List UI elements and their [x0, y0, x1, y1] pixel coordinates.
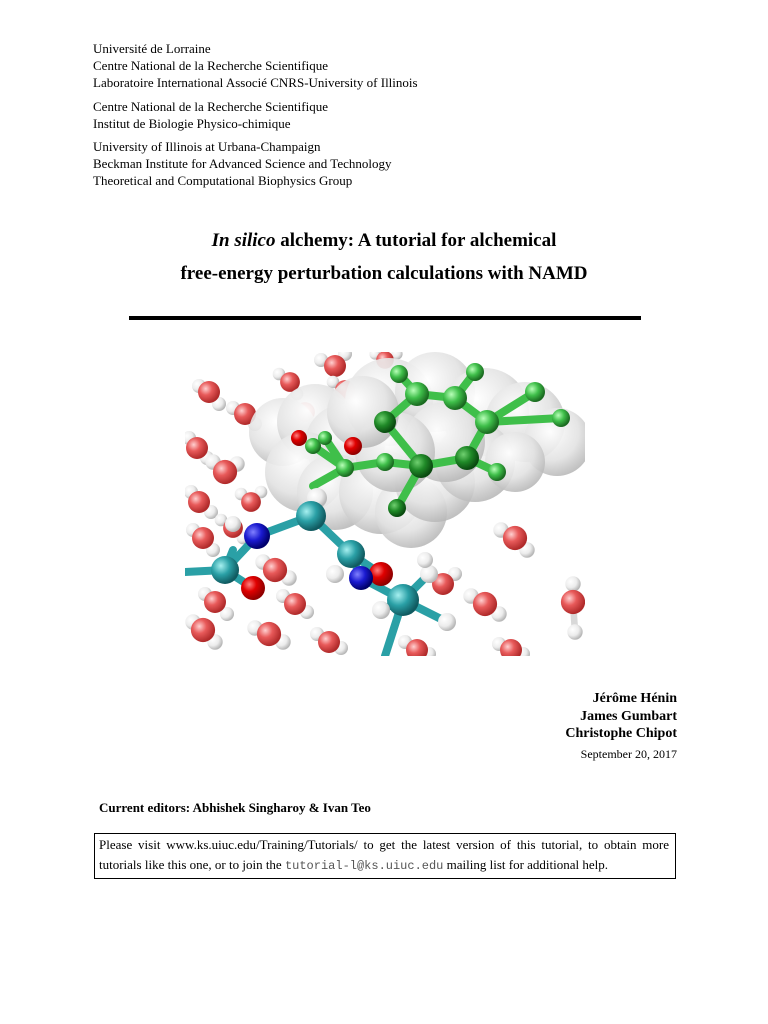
title-rule — [129, 316, 641, 320]
hydrogen-atom — [420, 565, 438, 583]
affiliation-block-3 — [93, 138, 391, 189]
molecule-render — [185, 352, 585, 656]
ligand-atom — [455, 446, 479, 470]
oxygen-atom — [344, 437, 362, 455]
oxygen-atom — [186, 437, 208, 459]
hydrogen-atom — [438, 613, 456, 631]
notice-text: Please visit www.ks.uiuc.edu/Training/Tutorials/ to get the latest version of this tutorial, to obtain more tutorials like this one, or to join the — [99, 837, 669, 872]
affiliation-line: Beckman Institute for Advanced Science and Technology — [93, 156, 392, 171]
affiliation-block-1 — [93, 40, 418, 91]
ligand-atom — [390, 365, 408, 383]
oxygen-atom — [561, 590, 585, 614]
hydrogen-atom — [565, 576, 580, 591]
hydrogen-atom — [567, 624, 582, 639]
ligand-atom — [336, 459, 354, 477]
title-line-2: free-energy perturbation calculations with NAMD — [180, 263, 588, 284]
notice-box — [94, 833, 676, 879]
oxygen-atom — [241, 492, 261, 512]
ligand-atom — [376, 453, 394, 471]
ligand-atom — [405, 382, 429, 406]
affiliation-line: Laboratoire International Associé CNRS-University of Illinois — [93, 75, 418, 90]
oxygen-atom — [257, 622, 281, 646]
nitrogen-atom — [244, 523, 270, 549]
affiliation-line: Centre National de la Recherche Scientifique — [93, 58, 328, 73]
author-name: James Gumbart — [580, 708, 677, 724]
ligand-atom — [388, 499, 406, 517]
oxygen-atom — [503, 526, 527, 550]
author-name: Jérôme Hénin — [592, 691, 677, 706]
hydrogen-atom — [372, 601, 390, 619]
publication-date: September 20, 2017 — [580, 747, 677, 761]
ligand-atom — [488, 463, 506, 481]
affiliation-line: University of Illinois at Urbana-Champaign — [93, 139, 321, 154]
carbon-atom — [211, 556, 239, 584]
carbon-atom — [387, 584, 419, 616]
ligand-atom — [318, 431, 332, 445]
oxygen-atom — [188, 491, 210, 513]
carbon-atom — [296, 501, 326, 531]
oxygen-atom — [213, 460, 237, 484]
current-editors: Current editors: Abhishek Singharoy & Ivan Teo — [99, 800, 371, 815]
notice-text-end: mailing list for additional help. — [443, 857, 609, 872]
oxygen-atom — [204, 591, 226, 613]
oxygen-atom — [263, 558, 287, 582]
nitrogen-atom — [349, 566, 373, 590]
oxygen-atom — [473, 592, 497, 616]
ligand-atom — [475, 410, 499, 434]
mailing-list-email: tutorial-l@ks.uiuc.edu — [284, 859, 444, 873]
oxygen-atom — [198, 381, 220, 403]
hydrogen-atom — [326, 565, 344, 583]
oxygen-atom — [284, 593, 306, 615]
oxygen-atom — [192, 527, 214, 549]
oxygen-atom — [324, 355, 346, 377]
surface-sphere — [485, 432, 545, 492]
ligand-atom — [409, 454, 433, 478]
oxygen-atom — [241, 576, 265, 600]
affiliation-line: Theoretical and Computational Biophysics Group — [93, 173, 353, 188]
oxygen-atom — [191, 618, 215, 642]
oxygen-atom — [291, 430, 307, 446]
affiliation-line: Institut de Biologie Physico-chimique — [93, 116, 291, 131]
title-line-1-rest: alchemy: A tutorial for alchemical — [275, 230, 557, 251]
hydrogen-atom — [225, 516, 241, 532]
oxygen-atom — [318, 631, 340, 653]
molecule-figure — [185, 352, 585, 656]
oxygen-atom — [369, 562, 393, 586]
affiliation-block-2 — [93, 98, 328, 132]
author-list — [565, 690, 677, 743]
document-title — [0, 224, 768, 290]
hydrogen-atom — [417, 552, 433, 568]
affiliation-line: Centre National de la Recherche Scientifique — [93, 99, 328, 114]
affiliation-line: Université de Lorraine — [93, 41, 211, 56]
ligand-atom — [552, 409, 570, 427]
title-italic: In silico — [211, 230, 276, 251]
ligand-atom — [443, 386, 467, 410]
ligand-atom — [374, 411, 396, 433]
ligand-atom — [466, 363, 484, 381]
carbon-atom — [337, 540, 365, 568]
ligand-atom — [525, 382, 545, 402]
title-line-1 — [0, 224, 768, 257]
author-name: Christophe Chipot — [565, 726, 677, 741]
